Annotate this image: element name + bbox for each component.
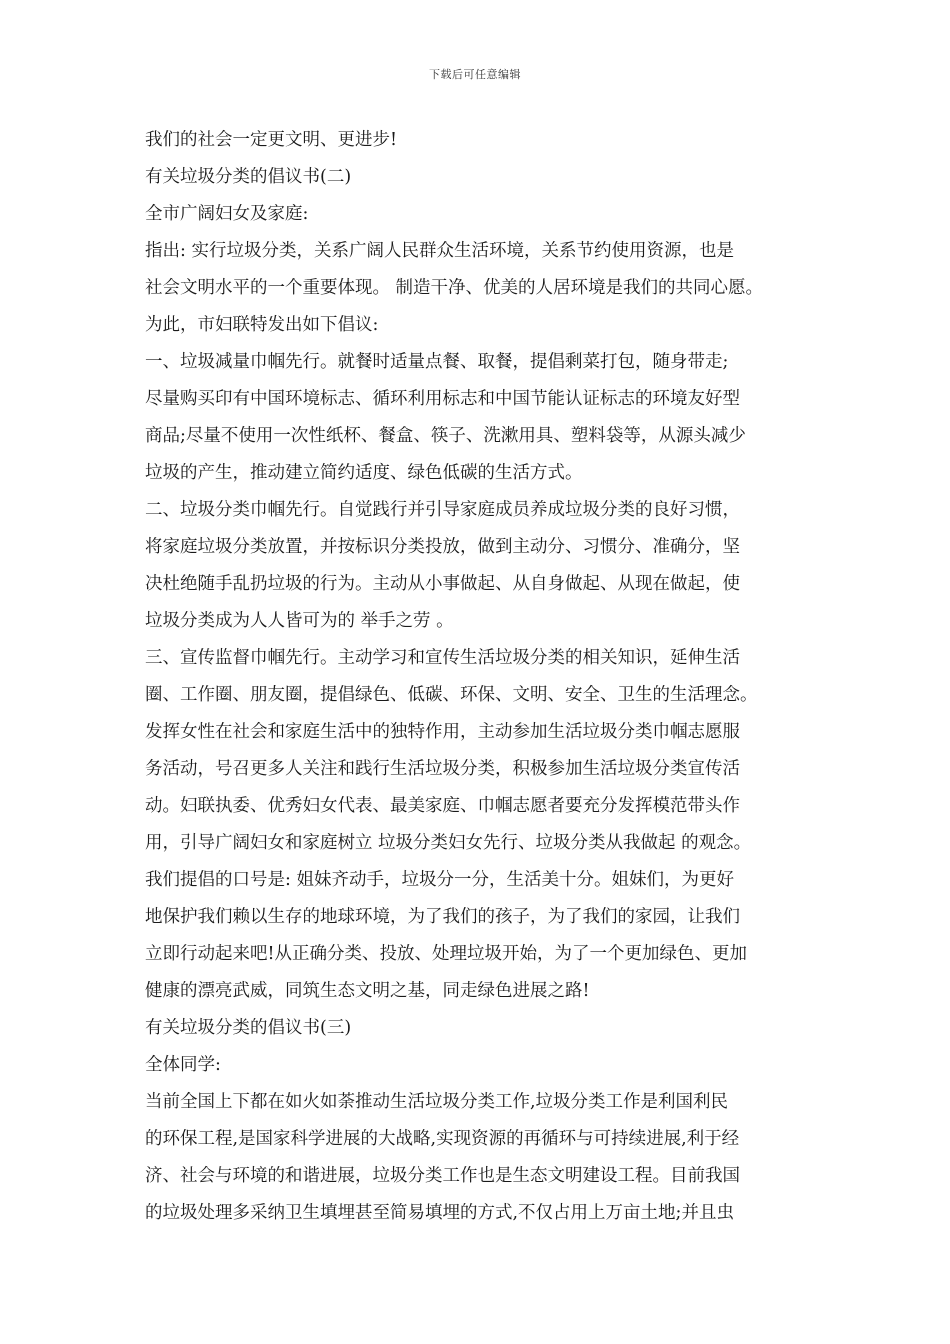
text-line: 尽量购买印有中国环境标志、循环利用标志和中国节能认证标志的环境友好型 xyxy=(145,389,740,409)
text-line: 济、社会与环境的和谐进展，垃圾分类工作也是生态文明建设工程。目前我国 xyxy=(145,1166,740,1186)
text-line: 有关垃圾分类的倡议书(二) xyxy=(145,167,352,187)
text-line: 指出: 实行垃圾分类，关系广阔人民群众生活环境，关系节约使用资源，也是 xyxy=(145,241,734,261)
text-line: 地保护我们赖以生存的地球环境，为了我们的孩子，为了我们的家园，让我们 xyxy=(145,907,740,927)
text-line: 的垃圾处理多采纳卫生填埋甚至简易填埋的方式,不仅占用上万亩土地;并且虫 xyxy=(145,1203,734,1223)
text-line: 商品;尽量不使用一次性纸杯、餐盒、筷子、洗漱用具、塑料袋等，从源头减少 xyxy=(145,426,746,446)
text-line: 垃圾的产生，推动建立简约适度、绿色低碳的生活方式。 xyxy=(145,463,583,483)
text-line: 有关垃圾分类的倡议书(三) xyxy=(145,1018,352,1038)
document-body xyxy=(145,122,825,1232)
text-line: 全体同学: xyxy=(145,1055,221,1075)
text-line: 务活动，号召更多人关注和践行生活垃圾分类，积极参加生活垃圾分类宣传活 xyxy=(145,759,740,779)
text-line: 决杜绝随手乱扔垃圾的行为。主动从小事做起、从自身做起、从现在做起，使 xyxy=(145,574,740,594)
text-line: 发挥女性在社会和家庭生活中的独特作用，主动参加生活垃圾分类巾帼志愿服 xyxy=(145,722,740,742)
text-line: 健康的漂亮武威，同筑生态文明之基，同走绿色进展之路! xyxy=(145,981,590,1001)
text-line: 为此，市妇联特发出如下倡议: xyxy=(145,315,379,335)
text-line: 我们提倡的口号是: 姐妹齐动手，垃圾分一分，生活美十分。姐妹们，为更好 xyxy=(145,870,734,890)
text-line: 动。妇联执委、优秀妇女代表、最美家庭、巾帼志愿者要充分发挥模范带头作 xyxy=(145,796,740,816)
page-header-note: 下载后可任意编辑 xyxy=(429,68,521,81)
text-line: 全市广阔妇女及家庭: xyxy=(145,204,309,224)
text-line: 垃圾分类成为人人皆可为的 举手之劳 。 xyxy=(145,611,454,631)
text-line: 圈、工作圈、朋友圈，提倡绿色、低碳、环保、文明、安全、卫生的生活理念。 xyxy=(145,685,758,705)
text-line: 用，引导广阔妇女和家庭树立 垃圾分类妇女先行、垃圾分类从我做起 的观念。 xyxy=(145,833,752,853)
text-line: 将家庭垃圾分类放置，并按标识分类投放，做到主动分、习惯分、准确分，坚 xyxy=(145,537,740,557)
text-line: 我们的社会一定更文明、更进步! xyxy=(145,130,398,150)
text-line: 一、垃圾减量巾帼先行。就餐时适量点餐、取餐，提倡剩菜打包，随身带走; xyxy=(145,352,729,372)
text-line: 的环保工程,是国家科学进展的大战略,实现资源的再循环与可持续进展,利于经 xyxy=(145,1129,740,1149)
text-line: 三、宣传监督巾帼先行。主动学习和宣传生活垃圾分类的相关知识，延伸生活 xyxy=(145,648,740,668)
text-line: 当前全国上下都在如火如荼推动生活垃圾分类工作,垃圾分类工作是利国利民 xyxy=(145,1092,729,1112)
text-line: 社会文明水平的一个重要体现。 制造干净、优美的人居环境是我们的共同心愿。 xyxy=(145,278,764,298)
text-line: 立即行动起来吧!从正确分类、投放、处理垃圾开始，为了一个更加绿色、更加 xyxy=(145,944,748,964)
text-line: 二、垃圾分类巾帼先行。自觉践行并引导家庭成员养成垃圾分类的良好习惯， xyxy=(145,500,740,520)
